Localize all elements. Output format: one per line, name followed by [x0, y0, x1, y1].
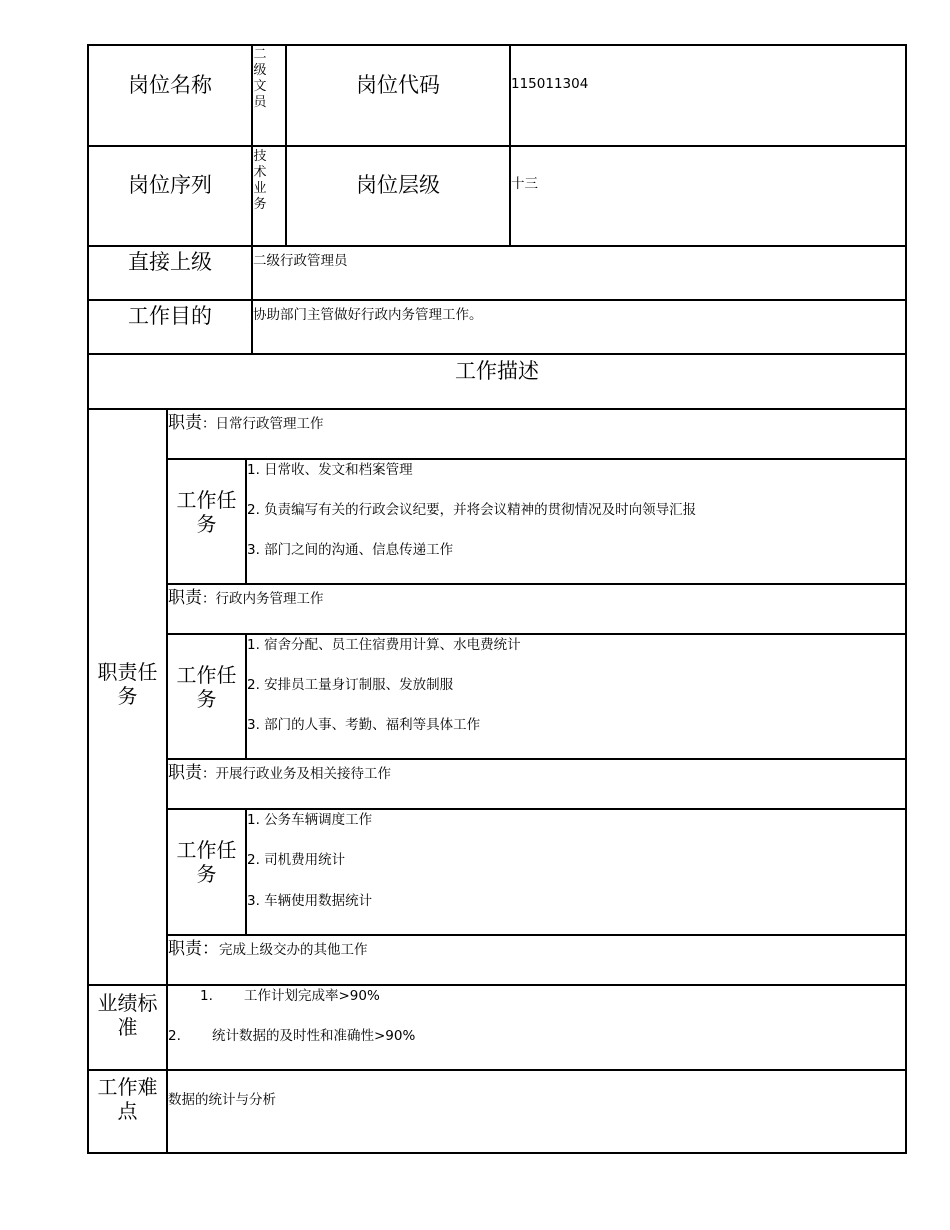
- duty-text: ：开展行政业务及相关接待工作: [202, 766, 391, 782]
- position-name-value: 二级文员: [253, 47, 267, 110]
- duty-prefix: 职责：: [168, 939, 219, 959]
- task-item: 2. 安排员工量身订制服、发放制服: [247, 677, 454, 693]
- difficulty-label: 工作难点: [97, 1075, 158, 1123]
- purpose-label: 工作目的: [128, 304, 212, 328]
- duty-text: ：行政内务管理工作: [202, 591, 324, 607]
- duty-text: 完成上级交办的其他工作: [219, 942, 368, 958]
- duty-row: [168, 765, 391, 782]
- duty-prefix: 职责: [168, 413, 202, 433]
- task-item: 1. 公务车辆调度工作: [247, 812, 373, 828]
- task-item: 1. 宿舍分配、员工住宿费用计算、水电费统计: [247, 637, 521, 653]
- task-item: 3. 部门的人事、考勤、福利等具体工作: [247, 717, 481, 733]
- position-level-label: 岗位层级: [356, 173, 440, 197]
- duty-prefix: 职责: [168, 763, 202, 783]
- performance-item: 统计数据的及时性和准确性>90%: [212, 1028, 416, 1044]
- task-item: 1. 日常收、发文和档案管理: [247, 462, 413, 478]
- duty-row: [168, 415, 324, 432]
- superior-label: 直接上级: [128, 250, 212, 274]
- superior-value: 二级行政管理员: [253, 253, 348, 269]
- task-item: 2. 负责编写有关的行政会议纪要，并将会议精神的贯彻情况及时向领导汇报: [247, 502, 697, 518]
- duty-row: [168, 941, 368, 958]
- task-label: 工作任务: [176, 838, 237, 886]
- task-label: 工作任务: [176, 488, 237, 536]
- performance-item: 工作计划完成率>90%: [244, 988, 380, 1004]
- difficulty-value: 数据的统计与分析: [168, 1092, 276, 1108]
- position-sequence-value: 技术业务: [253, 149, 267, 212]
- task-item: 3. 车辆使用数据统计: [247, 893, 373, 909]
- position-sequence-label: 岗位序列: [128, 173, 212, 197]
- performance-label: 业绩标准: [97, 991, 158, 1039]
- duty-row: [168, 590, 324, 607]
- duty-prefix: 职责: [168, 588, 202, 608]
- task-item: 2. 司机费用统计: [247, 852, 346, 868]
- purpose-value: 协助部门主管做好行政内务管理工作。: [253, 307, 483, 323]
- task-label: 工作任务: [176, 663, 237, 711]
- position-code-value: 115011304: [511, 76, 589, 92]
- task-item: 3. 部门之间的沟通、信息传递工作: [247, 542, 454, 558]
- duties-section-label: 职责任务: [97, 660, 158, 708]
- performance-item-number: 1.: [200, 988, 213, 1004]
- position-code-label: 岗位代码: [356, 73, 440, 97]
- position-name-label: 岗位名称: [128, 73, 212, 97]
- description-title: 工作描述: [455, 359, 539, 383]
- position-level-value: 十三: [511, 176, 538, 192]
- performance-item-number: 2.: [168, 1028, 181, 1044]
- duty-text: ：日常行政管理工作: [202, 416, 324, 432]
